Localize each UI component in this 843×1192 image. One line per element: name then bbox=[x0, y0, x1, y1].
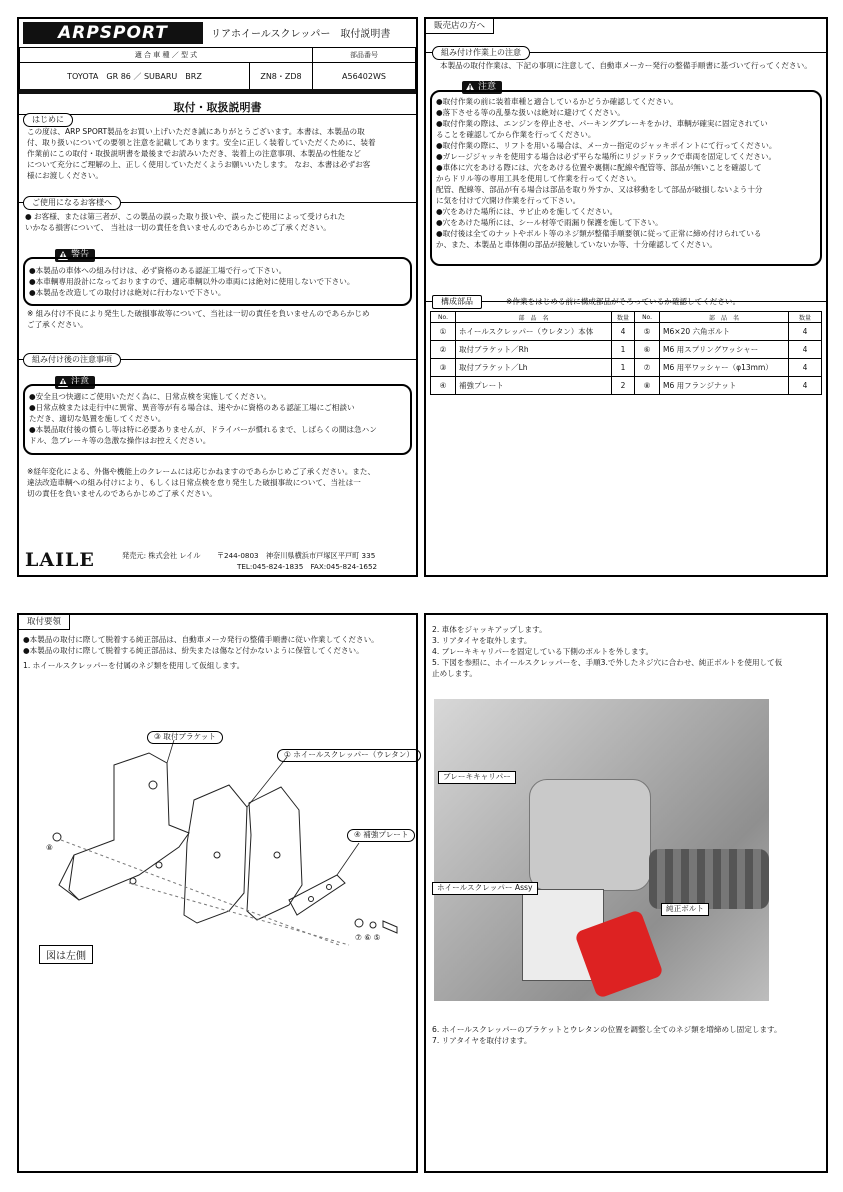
warning-note-line: ご了承ください。 bbox=[27, 320, 88, 329]
vehicle-name: TOYOTA GR 86 ／ SUBARU BRZ bbox=[20, 63, 250, 90]
parts-col: No. bbox=[431, 312, 456, 323]
caution-line: ●穴をあけた場所には、シール材等で雨漏り保護を施して下さい。 bbox=[436, 218, 663, 227]
procedure-panel bbox=[17, 613, 418, 1173]
bottom-note-line: 切の責任を負いませんのであらかじめご了承ください。 bbox=[27, 489, 217, 498]
caution-line: 配管、配線等、部品が有る場合は部品を取り外すか、又は移動をして部品が破損しないよう十分 bbox=[436, 185, 763, 194]
label-scraper: ① ホイールスクレッパー（ウレタン） bbox=[277, 749, 421, 762]
caution-line: か、また、本製品と車体側の部品が接触していないか等、十分確認してください。 bbox=[436, 240, 717, 249]
plate-shape bbox=[289, 875, 345, 915]
parts-col: 部 品 名 bbox=[456, 312, 612, 323]
part-name: M6×20 六角ボルト bbox=[660, 323, 789, 341]
plate-hole bbox=[327, 885, 332, 890]
spring-washer-shape bbox=[370, 922, 376, 928]
warning-label: 警告 bbox=[71, 250, 90, 260]
step-line: 3. リアタイヤを取外します。 bbox=[432, 636, 532, 645]
photo-label-caliper: ブレーキキャリパー bbox=[438, 771, 516, 784]
intro-line: 作業前にこの取付・取扱説明書を最後までお読みいただき、装着上の注意事項、本製品の性能など bbox=[27, 149, 361, 158]
step-1: 1. ホイールスクレッパーを付属のネジ類を使用して仮組します。 bbox=[23, 661, 245, 670]
caution-line: ●穴をあけた場所には、サビ止めを施してください。 bbox=[436, 207, 618, 216]
part-name: ホイールスクレッパー（ウレタン）本体 bbox=[456, 323, 612, 341]
install-intro: 本製品の取付作業は、下記の事項に注意して、自動車メーカー発行の整備手順書に基づいて行ってください。 bbox=[440, 61, 812, 70]
parts-row bbox=[431, 341, 822, 359]
part-qty: 1 bbox=[612, 341, 635, 359]
bottom-note-line: 違法改造車輌への組み付けにより、もしくは日常点検を怠り発生した破損事故について、当社は一 bbox=[27, 478, 361, 487]
after-line: ●日常点検または走行中に異常、異音等が有る場合は、速やかに資格のある認証工場にご相談い bbox=[29, 403, 355, 412]
bolt-shape bbox=[383, 921, 397, 933]
steps-panel bbox=[424, 613, 828, 1173]
figure-caption: 図は左側 bbox=[39, 945, 93, 964]
intro-heading: はじめに bbox=[23, 113, 73, 127]
brand-logo: ARPSPORT bbox=[23, 22, 203, 44]
parts-header-row bbox=[431, 312, 822, 323]
step-line: 5. 下図を参照に、ホイールスクレッパーを、手順3.で外したネジ穴に合わせ、純正ボルトを使用して仮 bbox=[432, 658, 783, 667]
customer-line: ● お客様、または第三者が、この製品の誤った取り扱いや、誤ったご使用によって受けられた bbox=[25, 212, 346, 221]
install-heading: 組み付け作業上の注意 bbox=[432, 46, 530, 60]
part-qty: 4 bbox=[789, 377, 822, 395]
procedure-tag: 取付要領 bbox=[19, 615, 70, 630]
dealer-tag: 販売店の方へ bbox=[426, 19, 494, 34]
vehicle-model: ZN8・ZD8 bbox=[250, 63, 313, 90]
bracket-hole bbox=[156, 862, 162, 868]
washer-shape bbox=[355, 919, 363, 927]
customer-heading: ご使用になるお客様へ bbox=[23, 196, 121, 210]
part-number: A56402WS bbox=[313, 63, 416, 90]
caution-line: ることを確認してから作業を行ってください。 bbox=[436, 130, 596, 139]
intro-line: 付、取り扱いについての要領と注意を記載してあります。安全に正しく装着していただくために、装着 bbox=[27, 138, 376, 147]
part-name: 取付ブラケット／Rh bbox=[456, 341, 612, 359]
parts-row bbox=[431, 323, 822, 341]
scraper-hole bbox=[214, 852, 220, 858]
photo-label-bolt: 純正ボルト bbox=[661, 903, 709, 916]
drive-shaft-shape bbox=[649, 849, 769, 909]
part-no: ① bbox=[431, 323, 456, 341]
parts-note: ※作業をはじめる前に構成部品がそろっているか確認してください。 bbox=[506, 297, 741, 306]
warning-note-line: ※ 組み付け不良により発生した破損事故等について、当社は一切の責任を負いませんのであらかじめ bbox=[27, 309, 370, 318]
bracket-hole bbox=[149, 781, 157, 789]
warning-line: ●本製品を改造しての取付けは絶対に行わないで下さい。 bbox=[29, 288, 226, 297]
caution-line: からドリル等の専用工具を使用して作業を行ってください。 bbox=[436, 174, 642, 183]
parts-col: 数量 bbox=[612, 312, 635, 323]
manual-title: 取付・取扱説明書 bbox=[173, 101, 262, 114]
after-line: ●安全且つ快適にご使用いただく為に、日常点検を実施してください。 bbox=[29, 392, 272, 401]
parts-heading: 構成部品 bbox=[432, 295, 482, 309]
part-qty: 1 bbox=[612, 359, 635, 377]
label-nut: ⑧ bbox=[46, 843, 53, 852]
caution-line: ●取付後は全てのナットやボルト等のネジ類が整備手順要領に従って正常に締め付けられている bbox=[436, 229, 762, 238]
part-no: ⑦ bbox=[635, 359, 660, 377]
bracket-shape bbox=[59, 753, 189, 900]
bottom-note-line: ※経年変化による、外傷や機能上のクレームには応じかねますのであらかじめご了承ください。また、 bbox=[27, 467, 376, 476]
company-phone: TEL:045-824-1835 FAX:045-824-1652 bbox=[237, 562, 378, 571]
intro-line: この度は、ARP SPORT製品をお買い上げいただき誠にありがとうございます。本書は、本製品の取 bbox=[27, 127, 365, 136]
part-qty: 4 bbox=[789, 323, 822, 341]
parts-row bbox=[431, 377, 822, 395]
install-photo bbox=[434, 699, 769, 1001]
nut-shape bbox=[53, 833, 61, 841]
photo-label-assy: ホイールスクレッパー Assy bbox=[432, 882, 538, 895]
seller-row bbox=[122, 551, 375, 561]
after-caution-label: 注意 bbox=[71, 377, 90, 387]
part-no: ④ bbox=[431, 377, 456, 395]
intro-line: 様にお渡しください。 bbox=[27, 171, 103, 180]
part-qty: 4 bbox=[612, 323, 635, 341]
step-line: 6. ホイールスクレッパーのブラケットとウレタンの位置を調整し全てのネジ類を増締めし固定します。 bbox=[432, 1025, 782, 1034]
step-line: 4. ブレーキキャリパーを固定している下側のボルトを外します。 bbox=[432, 647, 654, 656]
company-address: 〒244-0803 神奈川県横浜市戸塚区平戸町 335 bbox=[216, 551, 376, 560]
part-qty: 4 bbox=[789, 359, 822, 377]
part-no: ⑤ bbox=[635, 323, 660, 341]
part-col-header: 部品番号 bbox=[313, 48, 416, 63]
part-no: ② bbox=[431, 341, 456, 359]
part-name: M6 用フランジナット bbox=[660, 377, 789, 395]
part-no: ⑥ bbox=[635, 341, 660, 359]
seller-label: 発売元: bbox=[122, 551, 146, 560]
part-qty: 4 bbox=[789, 341, 822, 359]
company-logo bbox=[25, 549, 95, 571]
after-heading: 組み付け後の注意事項 bbox=[23, 353, 121, 367]
vehicle-col-header: 適 合 車 種 ／ 型 式 bbox=[20, 48, 313, 63]
manual-title-rule bbox=[19, 114, 416, 115]
label-hardware: ⑦ ⑥ ⑤ bbox=[355, 933, 381, 942]
procedure-note: ●本製品の取付に際して脱着する純正部品は、紛失または傷など付かないように保管してください。 bbox=[23, 646, 364, 655]
caution-line: ●落下させる等の乱暴な扱いは絶対に避けてください。 bbox=[436, 108, 625, 117]
caliper-shape bbox=[529, 779, 651, 891]
label-plate: ④ 補強プレート bbox=[347, 829, 415, 842]
warning-line: ●本車輌専用設計になっておりますので、適応車輌以外の車両には絶対に使用しないで下さい。 bbox=[29, 277, 355, 286]
part-name: 補強プレート bbox=[456, 377, 612, 395]
parts-col: 数量 bbox=[789, 312, 822, 323]
caution-line: ●取付作業の前に装着車種と適合しているかどうか確認してください。 bbox=[436, 97, 679, 106]
manual-panel bbox=[17, 17, 418, 577]
caution-line: ●車体に穴をあける際には、穴をあける位置や裏側に配線や配管等、部品が無いことを確認して bbox=[436, 163, 762, 172]
step-line: 止めします。 bbox=[432, 669, 477, 678]
dealer-panel bbox=[424, 17, 828, 577]
caution-line: ●取付作業の際に、リフトを用いる場合は、メーカー指定のジャッキポイントにて行ってください。 bbox=[436, 141, 777, 150]
part-name: M6 用スプリングワッシャー bbox=[660, 341, 789, 359]
after-line: ドル、急ブレーキ等の急激な操作はお控えください。 bbox=[29, 436, 211, 445]
parts-table bbox=[430, 311, 822, 395]
part-no: ③ bbox=[431, 359, 456, 377]
part-qty: 2 bbox=[612, 377, 635, 395]
label-bracket: ③ 取付ブラケット bbox=[147, 731, 223, 744]
doc-title: リアホイールスクレッパー 取付説明書 bbox=[211, 29, 391, 40]
intro-line: について充分にご理解の上、正しく使用していただくようお願いいたします。 なお、本書は必ずお客 bbox=[27, 160, 371, 169]
procedure-note: ●本製品の取付に際して脱着する純正部品は、自動車メーカ発行の整備手順書に従い作業してください。 bbox=[23, 635, 379, 644]
caution-line: に気を付けて穴開け作業を行って下さい。 bbox=[436, 196, 581, 205]
warning-line: ●本製品の車体への組み付けは、必ず資格のある認証工場で行って下さい。 bbox=[29, 266, 287, 275]
parts-row bbox=[431, 359, 822, 377]
step-line: 2. 車体をジャッキアップします。 bbox=[432, 625, 547, 634]
part-name: M6 用平ワッシャー（φ13mm） bbox=[660, 359, 789, 377]
part-name: 取付ブラケット／Lh bbox=[456, 359, 612, 377]
customer-line: いかなる損害について、 当社は一切の責任を負いませんのであらかじめご了承ください。 bbox=[25, 223, 331, 232]
parts-col: No. bbox=[635, 312, 660, 323]
vehicle-table bbox=[19, 47, 416, 90]
after-line: ただき、適切な処置を施してください。 bbox=[29, 414, 166, 423]
scraper-shape bbox=[184, 785, 247, 923]
after-line: ●本製品取付後の慣らし等は特に必要ありませんが、ドライバーが慣れるまで、しばらくの間は急ハン bbox=[29, 425, 377, 434]
part-no: ⑧ bbox=[635, 377, 660, 395]
company-logo-text: LAILE bbox=[25, 549, 95, 571]
dealer-caution-label: 注意 bbox=[478, 82, 497, 92]
caution-line: ●取付作業の際は、エンジンを停止させ、パーキングブレーキをかけ、車輌が確実に固定されてい bbox=[436, 119, 768, 128]
scraper-hole bbox=[274, 852, 280, 858]
plate-hole bbox=[309, 897, 314, 902]
parts-col: 部 品 名 bbox=[660, 312, 789, 323]
step-line: 7. リアタイヤを取付けます。 bbox=[432, 1036, 532, 1045]
caution-line: ●ガレージジャッキを使用する場合は必ず平らな場所にリジッドラックで車両を固定してください。 bbox=[436, 152, 777, 161]
header-divider bbox=[19, 89, 416, 94]
company-name: 株式会社 レイル bbox=[148, 551, 201, 560]
